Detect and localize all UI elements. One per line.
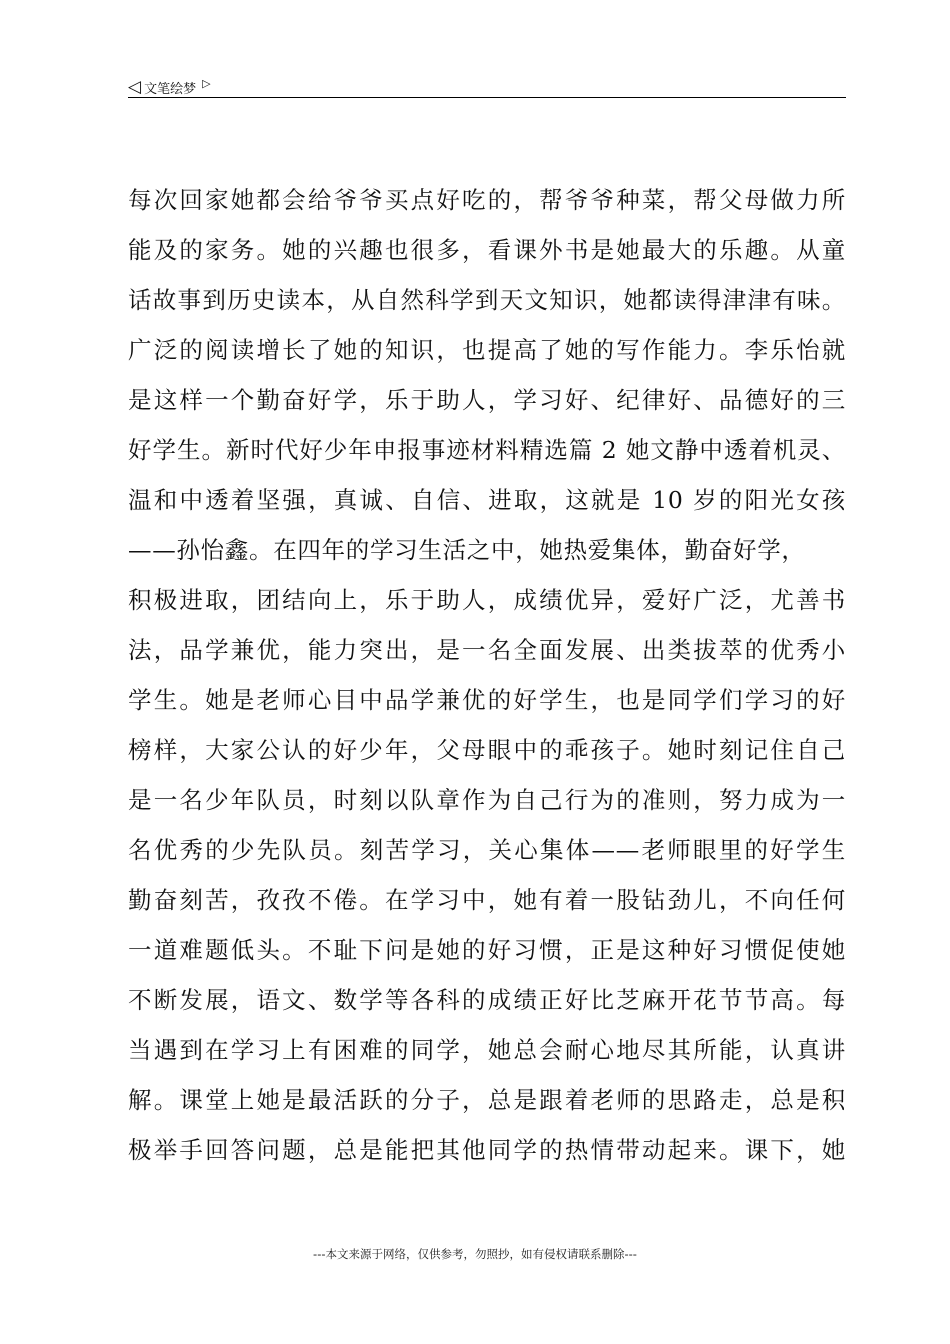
text-line: ——孙怡鑫。在四年的学习生活之中，她热爱集体，勤奋好学， <box>128 536 806 564</box>
text-line: 不断发展，语文、数学等各科的成绩正好比芝麻开花节节高。每 <box>128 986 846 1014</box>
text-line: 榜样，大家公认的好少年，父母眼中的乖孩子。她时刻记住自己 <box>128 736 846 764</box>
text-line: 好学生。新时代好少年申报事迹材料精选篇 2 她文静中透着机灵、 <box>128 436 846 464</box>
text-line: 每次回家她都会给爷爷买点好吃的，帮爷爷种菜，帮父母做力所 <box>128 186 846 214</box>
text-line: 温和中透着坚强，真诚、自信、进取，这就是 10 岁的阳光女孩 <box>128 486 846 514</box>
text-line: 是这样一个勤奋好学，乐于助人，学习好、纪律好、品德好的三 <box>128 386 846 414</box>
text-line: 一道难题低头。不耻下问是她的好习惯，正是这种好习惯促使她 <box>128 936 846 964</box>
header-divider <box>128 97 846 98</box>
page-header <box>128 76 846 98</box>
text-line: 能及的家务。她的兴趣也很多，看课外书是她最大的乐趣。从童 <box>128 236 846 264</box>
header-title: 文笔绘梦 <box>144 81 197 97</box>
text-line: 当遇到在学习上有困难的同学，她总会耐心地尽其所能，认真讲 <box>128 1036 846 1064</box>
footer-disclaimer: ---本文来源于网络，仅供参考，勿照抄，如有侵权请联系删除--- <box>313 1247 637 1261</box>
text-line: 法，品学兼优，能力突出，是一名全面发展、出类拔萃的优秀小 <box>128 636 846 664</box>
text-line: 极举手回答问题，总是能把其他同学的热情带动起来。课下，她 <box>128 1136 846 1164</box>
text-line: 话故事到历史读本，从自然科学到天文知识，她都读得津津有味。 <box>128 286 846 314</box>
text-line: 广泛的阅读增长了她的知识，也提高了她的写作能力。李乐怡就 <box>128 336 846 364</box>
triangle-left-icon: ◁ <box>128 76 142 97</box>
text-line: 名优秀的少先队员。刻苦学习，关心集体——老师眼里的好学生 <box>128 836 846 864</box>
text-line: 勤奋刻苦，孜孜不倦。在学习中，她有着一股钻劲儿，不向任何 <box>128 886 846 914</box>
text-line: 解。课堂上她是最活跃的分子，总是跟着老师的思路走，总是积 <box>128 1086 846 1114</box>
text-line: 学生。她是老师心目中品学兼优的好学生，也是同学们学习的好 <box>128 686 846 714</box>
text-line: 是一名少年队员，时刻以队章作为自己行为的准则，努力成为一 <box>128 786 846 814</box>
triangle-right-icon: ▷ <box>202 76 211 90</box>
text-line: 积极进取，团结向上，乐于助人，成绩优异，爱好广泛，尤善书 <box>128 586 846 614</box>
document-body <box>128 175 846 1175</box>
